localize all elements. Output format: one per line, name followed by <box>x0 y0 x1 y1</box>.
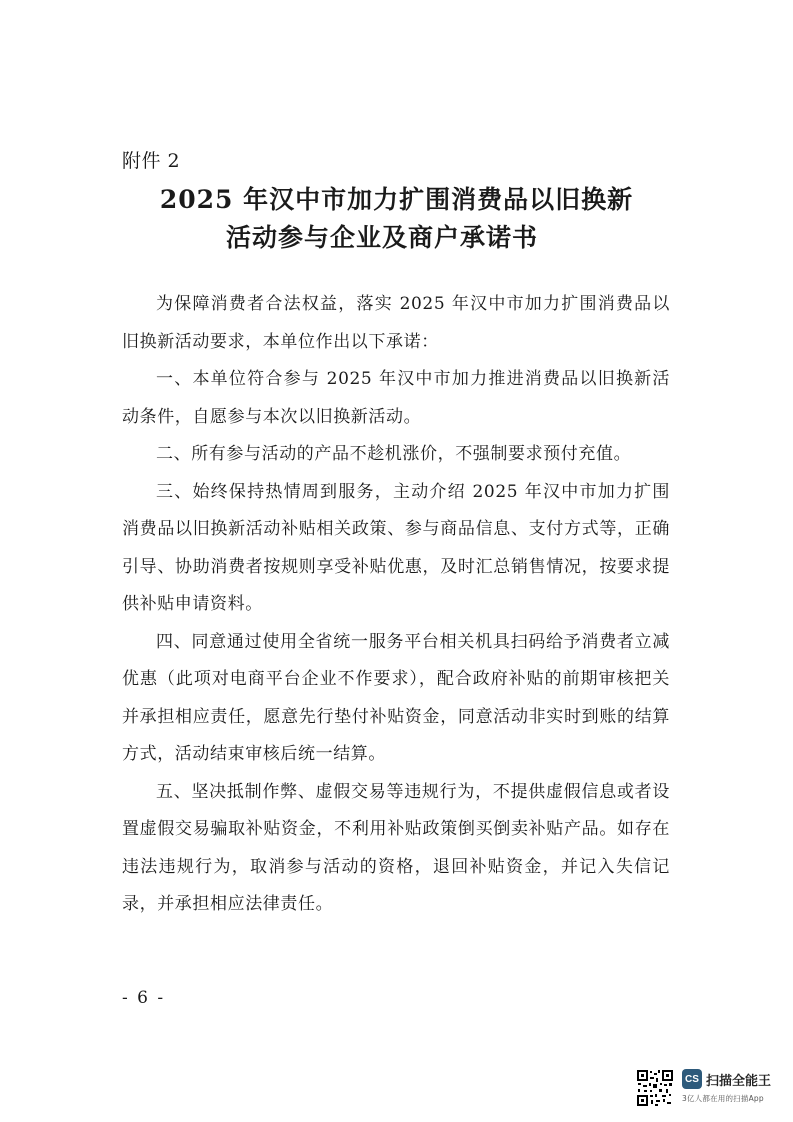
paragraph-commitment-3: 三、始终保持热情周到服务，主动介绍 2025 年汉中市加力扩围消费品以旧换新活动补贴相关政策、参与商品信息、支付方式等，正确引导、协助消费者按规则享受补贴优惠，及时汇总销售情况，按要求提供补贴申请资料。 <box>122 481 670 614</box>
attachment-label: 附件 2 <box>122 150 181 172</box>
page-number: - 6 - <box>122 988 166 1008</box>
document-title-line2: 活动参与企业及商户承诺书 <box>226 223 539 252</box>
paragraph-commitment-4: 四、同意通过使用全省统一服务平台相关机具扫码给予消费者立减优惠（此项对电商平台企业不作要求），配合政府补贴的前期审核把关并承担相应责任，愿意先行垫付补贴资金，同意活动非实时到账的结算方式，活动结束审核后统一结算。 <box>122 631 670 764</box>
camscanner-logo: CS <box>682 1069 702 1089</box>
document-body <box>122 286 670 924</box>
document-title-line1: 2025 年汉中市加力扩围消费品以旧换新 <box>159 185 634 214</box>
paragraph-commitment-5: 五、坚决抵制作弊、虚假交易等违规行为，不提供虚假信息或者设置虚假交易骗取补贴资金，不利用补贴政策倒买倒卖补贴产品。如存在违法违规行为，取消参与活动的资格，退回补贴资金，并记入失信记录，并承担相应法律责任。 <box>122 781 670 914</box>
paragraph-intro: 为保障消费者合法权益，落实 2025 年汉中市加力扩围消费品以旧换新活动要求，本单位作出以下承诺： <box>122 294 670 352</box>
qr-code-icon <box>636 1069 674 1107</box>
paragraph-commitment-1: 一、本单位符合参与 2025 年汉中市加力推进消费品以旧换新活动条件，自愿参与本次以旧换新活动。 <box>122 369 670 427</box>
app-tagline: 3亿人都在用的扫描App <box>682 1094 764 1103</box>
app-name: 扫描全能王 <box>706 1073 772 1089</box>
paragraph-commitment-2: 二、所有参与活动的产品不趁机涨价，不强制要求预付充值。 <box>156 444 632 464</box>
scanner-watermark <box>636 1069 771 1107</box>
